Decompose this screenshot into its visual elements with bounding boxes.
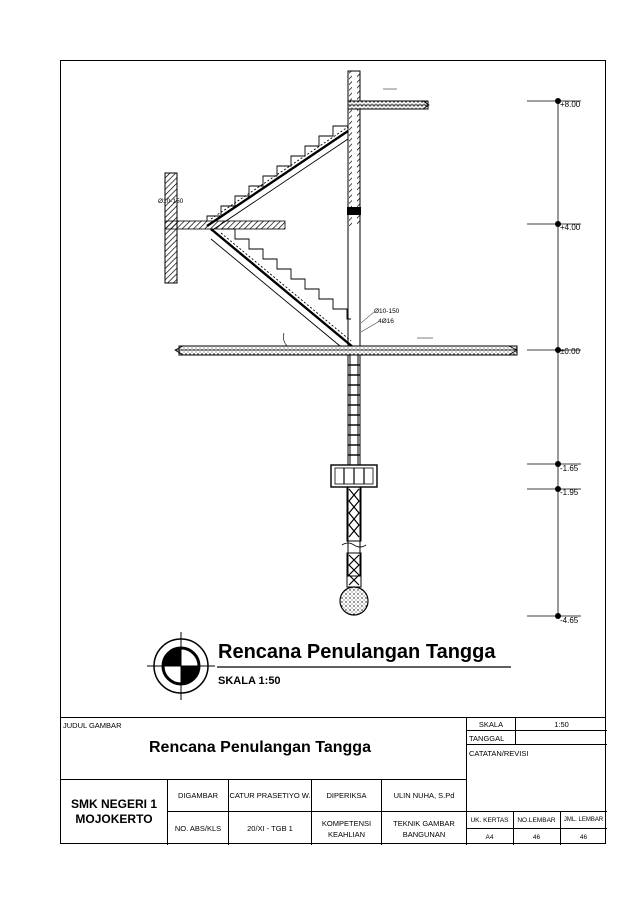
jml-lembar-value: 46 xyxy=(579,833,588,841)
rebar-label-upper: Ø10-150 xyxy=(158,198,184,205)
level-marks xyxy=(527,101,581,616)
no-abs-value: 20/XI - TGB 1 xyxy=(247,824,293,833)
level-label: -1.65 xyxy=(560,464,579,473)
stair-rebar-drawing xyxy=(61,61,607,717)
level-label: -4.65 xyxy=(560,616,579,625)
level-label: +8.00 xyxy=(560,100,581,109)
tanggal-label: TANGGAL xyxy=(469,734,505,743)
column-upper-hatch xyxy=(349,71,352,226)
school-name: SMK NEGERI 1 MOJOKERTO xyxy=(70,797,157,826)
drawing-scale: SKALA 1:50 xyxy=(218,675,281,687)
rebar-label-stirrup: Ø10-150 xyxy=(374,308,400,315)
column-joint xyxy=(347,207,361,215)
landing-slab xyxy=(165,221,285,229)
kompetensi-label: KOMPETENSI KEAHLIAN xyxy=(321,818,372,839)
rebar-label-main: 4Ø16 xyxy=(378,318,394,325)
north-compass-icon xyxy=(147,632,215,700)
judul-label: JUDUL GAMBAR xyxy=(63,721,122,730)
level-label: ±0.00 xyxy=(560,347,580,356)
digambar-value: CATUR PRASETIYO W. xyxy=(229,791,311,800)
catatan-label: CATATAN/REVISI xyxy=(469,749,529,758)
pedestal xyxy=(348,355,360,465)
lower-stair-flight xyxy=(211,229,354,351)
digambar-label: DIGAMBAR xyxy=(177,791,218,800)
no-lembar-label: NO.LEMBAR xyxy=(517,816,556,824)
pile-tip xyxy=(340,587,368,615)
no-abs-label: NO. ABS/KLS xyxy=(174,824,222,833)
upper-stair-flight xyxy=(207,126,348,231)
drawing-sheet xyxy=(60,60,606,844)
skala-label: SKALA xyxy=(478,720,504,729)
diperiksa-label: DIPERIKSA xyxy=(326,791,367,800)
skala-value: 1:50 xyxy=(554,720,569,729)
judul-value: Rencana Penulangan Tangga xyxy=(149,739,371,756)
jml-lembar-label: JML. LEMBAR xyxy=(563,816,604,823)
uk-kertas-label: UK. KERTAS xyxy=(470,816,509,824)
drawing-title: Rencana Penulangan Tangga xyxy=(218,641,496,663)
diperiksa-value: ULIN NUHA, S.Pd xyxy=(393,791,455,800)
ground-slab xyxy=(179,346,517,355)
kompetensi-value: TEKNIK GAMBAR BANGUNAN xyxy=(393,818,455,839)
no-lembar-value: 46 xyxy=(532,833,541,841)
angle-arc xyxy=(283,333,287,346)
level-label: +4.00 xyxy=(560,223,581,232)
level-label: -1.95 xyxy=(560,488,579,497)
uk-kertas-value: A4 xyxy=(485,833,494,841)
